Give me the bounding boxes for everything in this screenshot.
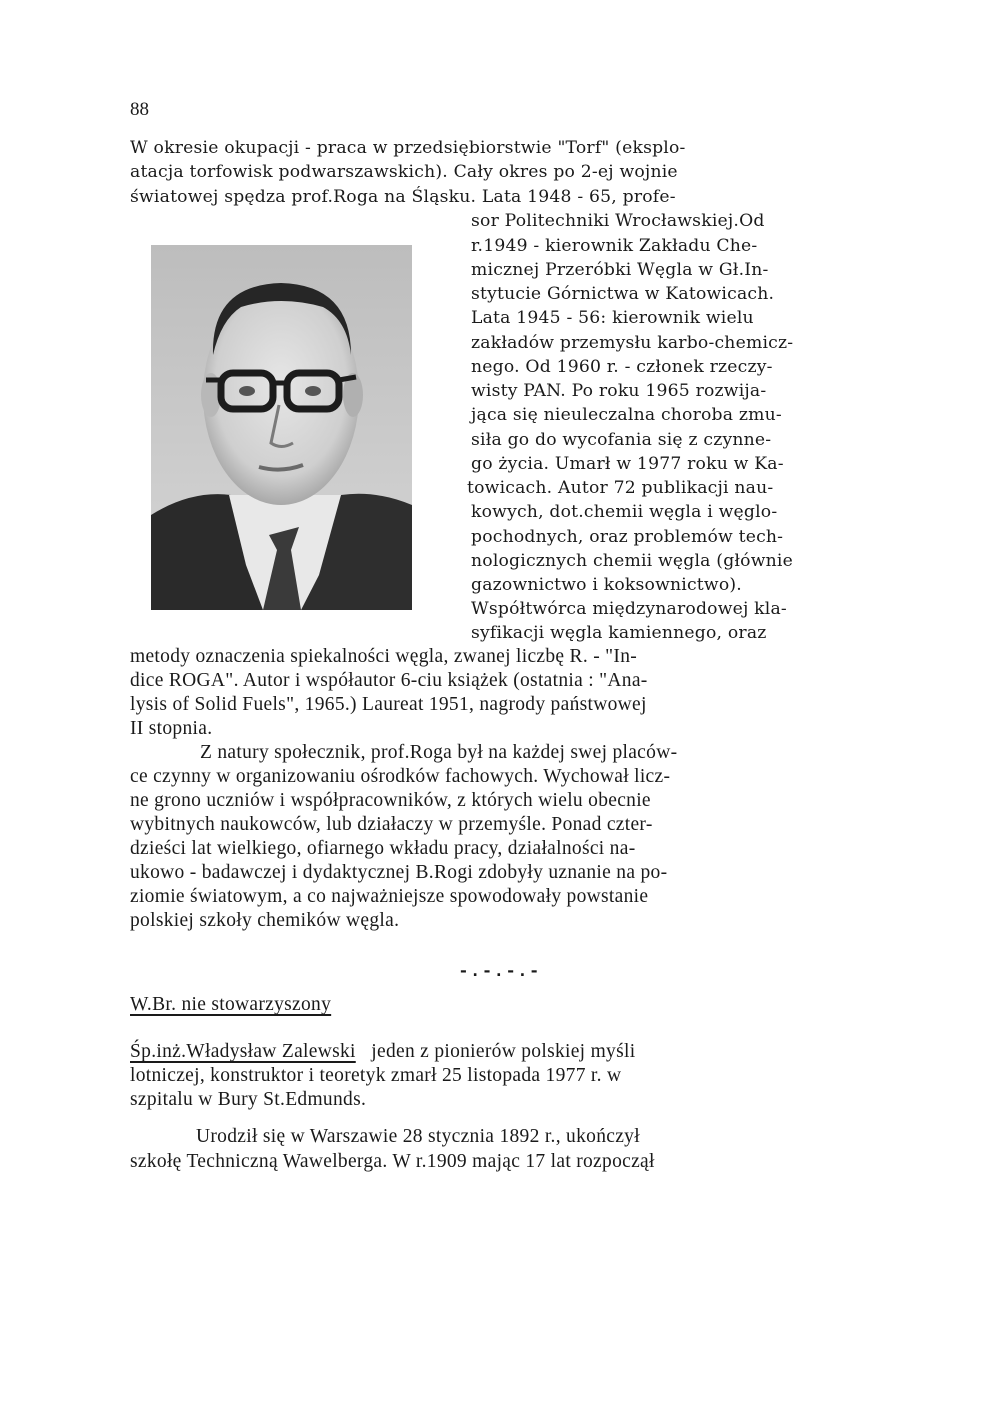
text-line: lotniczej, konstruktor i teoretyk zmarł 25 listopada 1977 r. w — [130, 1065, 622, 1086]
text-line: Lata 1945 - 56: kierownik wielu — [471, 308, 754, 328]
text-line: ce czynny w organizowaniu ośrodków fachowych. Wychował licz- — [130, 766, 671, 787]
obituary-name: Śp.inż.Władysław Zalewski — [130, 1041, 356, 1062]
portrait-photo — [151, 245, 412, 610]
text-line: dzieści lat wielkiego, ofiarnego wkładu pracy, działalności na- — [130, 838, 636, 859]
text-line: r.1949 - kierownik Zakładu Che- — [471, 236, 758, 256]
text-line: metody oznaczenia spiekalności węgla, zwanej liczbę R. - "In- — [130, 646, 638, 667]
text-line: szpitalu w Bury St.Edmunds. — [130, 1089, 367, 1110]
section-heading: W.Br. nie stowarzyszony — [130, 994, 332, 1015]
text-line: gazownictwo i koksownictwo). — [471, 575, 742, 595]
page-number: 88 — [130, 99, 149, 120]
text-line: ne grono uczniów i współpracowników, z których wielu obecnie — [130, 790, 651, 811]
text-line: sor Politechniki Wrocławskiej.Od — [471, 211, 765, 231]
text-line: Z natury społecznik, prof.Roga był na każdej swej placów- — [200, 742, 678, 763]
obituary-first-line — [130, 1040, 635, 1064]
text-line: towicach. Autor 72 publikacji nau- — [467, 478, 774, 498]
text-line: go życia. Umarł w 1977 roku w Ka- — [471, 454, 784, 474]
text-line: szkołę Techniczną Wawelberga. W r.1909 mając 17 lat rozpoczął — [130, 1151, 655, 1172]
text-line: ukowo - badawczej i dydaktycznej B.Rogi zdobyły uznanie na po- — [130, 862, 668, 883]
text-line: micznej Przeróbki Węgla w Gł.In- — [471, 260, 769, 280]
text-line: dice ROGA". Autor i współautor 6-ciu książek (ostatnia : "Ana- — [130, 670, 648, 691]
text-line: kowych, dot.chemii węgla i węglo- — [471, 502, 778, 522]
portrait-image — [151, 245, 412, 610]
section-separator: -.-.-.- — [458, 962, 541, 982]
text-line: II stopnia. — [130, 718, 213, 739]
text-line: syfikacji węgla kamiennego, oraz — [471, 623, 767, 643]
text-line: ziomie światowym, a co najważniejsze spowodowały powstanie — [130, 886, 649, 907]
text-line: wisty PAN. Po roku 1965 rozwija- — [471, 381, 767, 401]
text-line: lysis of Solid Fuels", 1965.) Laureat 1951, nagrody państwowej — [130, 694, 647, 715]
text-line: W okresie okupacji - praca w przedsiębiorstwie "Torf" (eksplo- — [130, 138, 686, 158]
text-line: pochodnych, oraz problemów tech- — [471, 527, 784, 547]
text-line: atacja torfowisk podwarszawskich). Cały okres po 2-ej wojnie — [130, 162, 678, 182]
text-line: zakładów przemysłu karbo-chemicz- — [471, 333, 794, 353]
text-line: stytucie Górnictwa w Katowicach. — [471, 284, 775, 304]
text-line: światowej spędza prof.Roga na Śląsku. Lata 1948 - 65, profe- — [130, 187, 676, 207]
text-line: Urodził się w Warszawie 28 stycznia 1892 r., ukończył — [196, 1126, 640, 1147]
text-line: nego. Od 1960 r. - członek rzeczy- — [471, 357, 773, 377]
text-fragment: jeden z pionierów polskiej myśli — [371, 1041, 636, 1062]
text-line: wybitnych naukowców, lub działaczy w przemyśle. Ponad czter- — [130, 814, 653, 835]
text-line: Współtwórca międzynarodowej kla- — [471, 599, 787, 619]
text-line: siła go do wycofania się z czynne- — [471, 430, 772, 450]
text-line: nologicznych chemii węgla (głównie — [471, 551, 793, 571]
text-line: jąca się nieuleczalna choroba zmu- — [471, 405, 782, 425]
text-line: polskiej szkoły chemików węgla. — [130, 910, 400, 931]
